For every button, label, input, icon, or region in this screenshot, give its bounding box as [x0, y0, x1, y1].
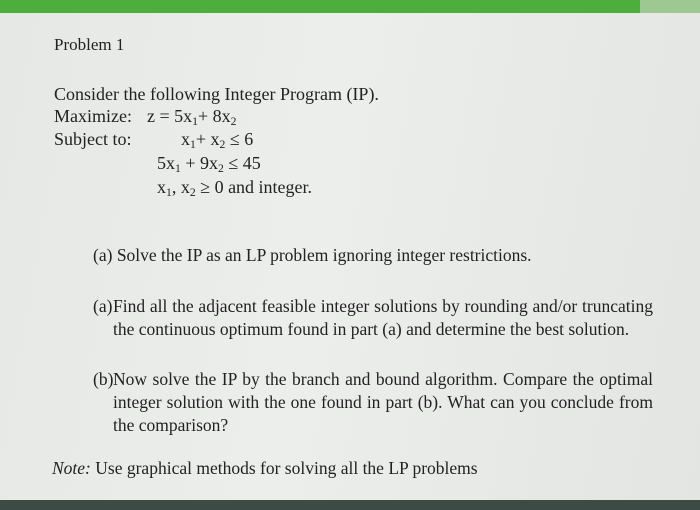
intro-text: Consider the following Integer Program (IP). [54, 84, 379, 104]
objective-function: $z = 5x_1+ 8x_2$ [147, 106, 237, 128]
constraints-label: Subject to: [54, 129, 132, 149]
constraint-1: $x_1+ x_2 \le 6$ [181, 129, 254, 151]
part-b-branch-and-bound [93, 368, 653, 437]
part-a-lp-relaxation: (a) Solve the IP as an LP problem ignoring integer restrictions. [93, 245, 532, 265]
part-text: Now solve the IP by the branch and bound algorithm. Compare the optimal integer solution with the one found in part (b). What can you conclude from the comparison? [113, 369, 653, 435]
note-label: Note: [52, 458, 91, 478]
part-a-rounding [93, 295, 653, 341]
part-text: Find all the adjacent feasible integer solutions by rounding and/or truncating the continuous optimum found in part (a) and determine the best solution. [113, 296, 653, 339]
bottom-dark-edge [0, 500, 700, 510]
note [52, 460, 478, 478]
top-green-bar-fade [640, 0, 700, 13]
constraint-2: $5x_1 + 9x_2 \le 45$ [157, 153, 261, 175]
note-text: Use graphical methods for solving all the LP problems [95, 458, 478, 478]
part-label: (b) [93, 369, 114, 389]
objective-label: Maximize: [54, 106, 132, 126]
top-green-bar [0, 0, 640, 13]
problem-title: Problem 1 [54, 35, 125, 54]
constraint-nonnegativity: $x_1$, $x_2 \ge 0$ and integer. [157, 177, 313, 199]
part-label: (a) [93, 296, 113, 316]
